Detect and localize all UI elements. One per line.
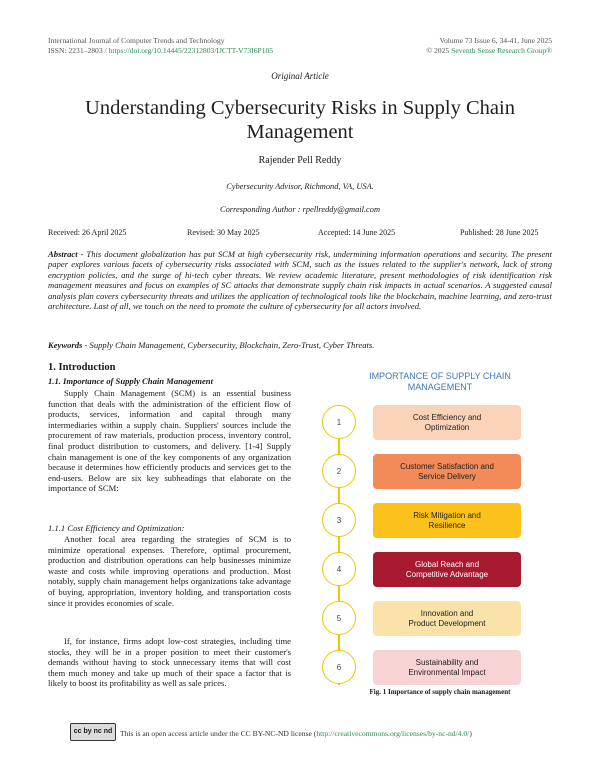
intro-paragraph-3: If, for instance, firms adopt low-cost strategies, including time stocks, they will be in a proper position to meet their customer's demands without having to stock unnecessary items that will cost them much money and take up much of their space a factor that is likely to boost its profitability as well as sale prices. <box>48 636 291 689</box>
publisher-link[interactable]: Seventh Sense Research Group® <box>451 46 552 55</box>
importance-item-box <box>373 454 521 489</box>
license-link[interactable]: http://creativecommons.org/licenses/by-nc-nd/4.0/ <box>316 729 470 738</box>
subsubsection-heading: 1.1.1 Cost Efficiency and Optimization: <box>48 523 185 533</box>
keywords <box>48 340 552 351</box>
timeline-line <box>338 405 340 685</box>
subsection-heading: 1.1. Importance of Supply Chain Management <box>48 376 213 386</box>
item-label-line-2: Competitive Advantage <box>405 569 489 579</box>
author-name: Rajender Pell Reddy <box>258 155 342 166</box>
figure-caption: Fig. 1 Importance of supply chain management <box>369 688 511 696</box>
section-heading: 1. Introduction <box>48 362 116 373</box>
intro-paragraph-1: Supply Chain Management (SCM) is an essential business function that deals with the administration of the efficient flow of products, services, information and capital through many intermediaries within a supply chain. Suppliers' sources include the procurement of raw materials, production process, inventory control, final product distribution to customers, and delivery. [1-4] Supply chain management is one of the key components of any organization because it determines how efficiently products and services get to the end-users. Below are six key subheadings that elaborate on the importance of SCM: <box>48 388 291 494</box>
article-type: Original Article <box>271 71 329 81</box>
item-label-line-2: Optimization <box>424 422 470 432</box>
title-line-2: Management <box>246 121 354 143</box>
step-number-circle: 4 <box>322 552 356 586</box>
importance-item-box <box>373 503 521 538</box>
license-prefix: This is an open access article under the CC BY-NC-ND license ( <box>120 729 317 738</box>
figure-title-line-2: MANAGEMENT <box>407 382 473 392</box>
item-label-line-2: Product Development <box>408 618 486 628</box>
item-label-line-2: Resilience <box>428 520 466 530</box>
volume-info: Volume 73 Issue 6, 34-41, June 2025 <box>439 36 552 45</box>
step-number-circle: 3 <box>322 503 356 537</box>
keywords-label: Keywords <box>48 340 83 350</box>
journal-header <box>48 36 273 56</box>
importance-item-box <box>373 552 521 587</box>
importance-item-box <box>373 601 521 636</box>
item-label-line-1: Risk Mitigation and <box>413 510 481 520</box>
figure-title <box>310 371 570 393</box>
published-date: Published: 28 June 2025 <box>460 228 539 237</box>
abstract-text: - This document globalization has put SCM at high cybersecurity risk, undermining information operations and security. The present paper explores various facets of cybersecurity risks associated with SCM, such as the issues related to the supplier's network, lack of strong encryption policies, and the surge of hi-tech cyber threats. We review academic literature, present methodologies of risk identification risk management measures and focus on examples of SC attacks that demonstrate supply chain risk impacts in actual scenarios. A suggested causal analysis plan covers cybersecurity threats and utilizes the application of technological tools like the blockchain, machine learning, and zero-trust architecture. Last of all, we touch on the need to promote the culture of cybersecurity for all actors involved. <box>48 249 552 312</box>
cc-logo-text: cc by nc nd <box>73 728 113 735</box>
copyright-line <box>426 46 552 56</box>
affiliation: Cybersecurity Advisor, Richmond, VA, USA. <box>226 182 374 191</box>
importance-item-box <box>373 405 521 440</box>
revised-date: Revised: 30 May 2025 <box>187 228 260 237</box>
journal-name: International Journal of Computer Trends and Technology <box>48 36 225 45</box>
dates-row <box>0 228 600 240</box>
importance-item-box <box>373 650 521 685</box>
step-number-circle: 2 <box>322 454 356 488</box>
item-label-line-1: Global Reach and <box>414 559 480 569</box>
doi-link[interactable]: https://doi.org/10.14445/22312803/IJCTT-V73I6P105 <box>108 46 274 55</box>
intro-paragraph-2: Another focal area regarding the strategies of SCM is to minimize operational expenses. Therefore, optimal procurement, production and distribution operations can help businesses minimize waste and costs while improving operations and production. Most notably, supply chain management helps organizations take advantage of buying, appropriation, inventory holding, and transportation costs since it provides economies of scale. <box>48 534 291 608</box>
item-label-line-1: Sustainability and <box>415 657 479 667</box>
item-label-line-1: Customer Satisfaction and <box>400 461 494 471</box>
accepted-date: Accepted: 14 June 2025 <box>318 228 396 237</box>
issn-doi-line <box>48 46 273 56</box>
paper-title <box>0 96 600 144</box>
item-label-line-2: Service Delivery <box>418 471 476 481</box>
cc-license-logo[interactable] <box>70 723 116 741</box>
step-number-circle: 6 <box>322 650 356 684</box>
volume-header <box>426 36 552 56</box>
copyright-prefix: © 2025 <box>426 46 450 55</box>
abstract <box>48 249 552 311</box>
license-close: ) <box>469 729 472 738</box>
license-text <box>120 729 472 738</box>
item-label-line-2: Environmental Impact <box>408 667 486 677</box>
keywords-text: - Supply Chain Management, Cybersecurity, Blockchain, Zero-Trust, Cyber Threats. <box>82 340 375 350</box>
item-label-line-1: Innovation and <box>420 608 474 618</box>
step-number-circle: 1 <box>322 405 356 439</box>
title-line-1: Understanding Cybersecurity Risks in Supply Chain <box>85 97 515 119</box>
item-label-line-1: Cost Efficiency and <box>412 412 482 422</box>
abstract-label: Abstract <box>48 249 78 259</box>
issn: ISSN: 2231–2803 / <box>48 46 107 55</box>
figure-title-line-1: IMPORTANCE OF SUPPLY CHAIN <box>369 371 511 381</box>
corresponding-author: Corresponding Author : rpellreddy@gmail.com <box>220 205 380 214</box>
received-date: Received: 26 April 2025 <box>48 228 127 237</box>
step-number-circle: 5 <box>322 601 356 635</box>
